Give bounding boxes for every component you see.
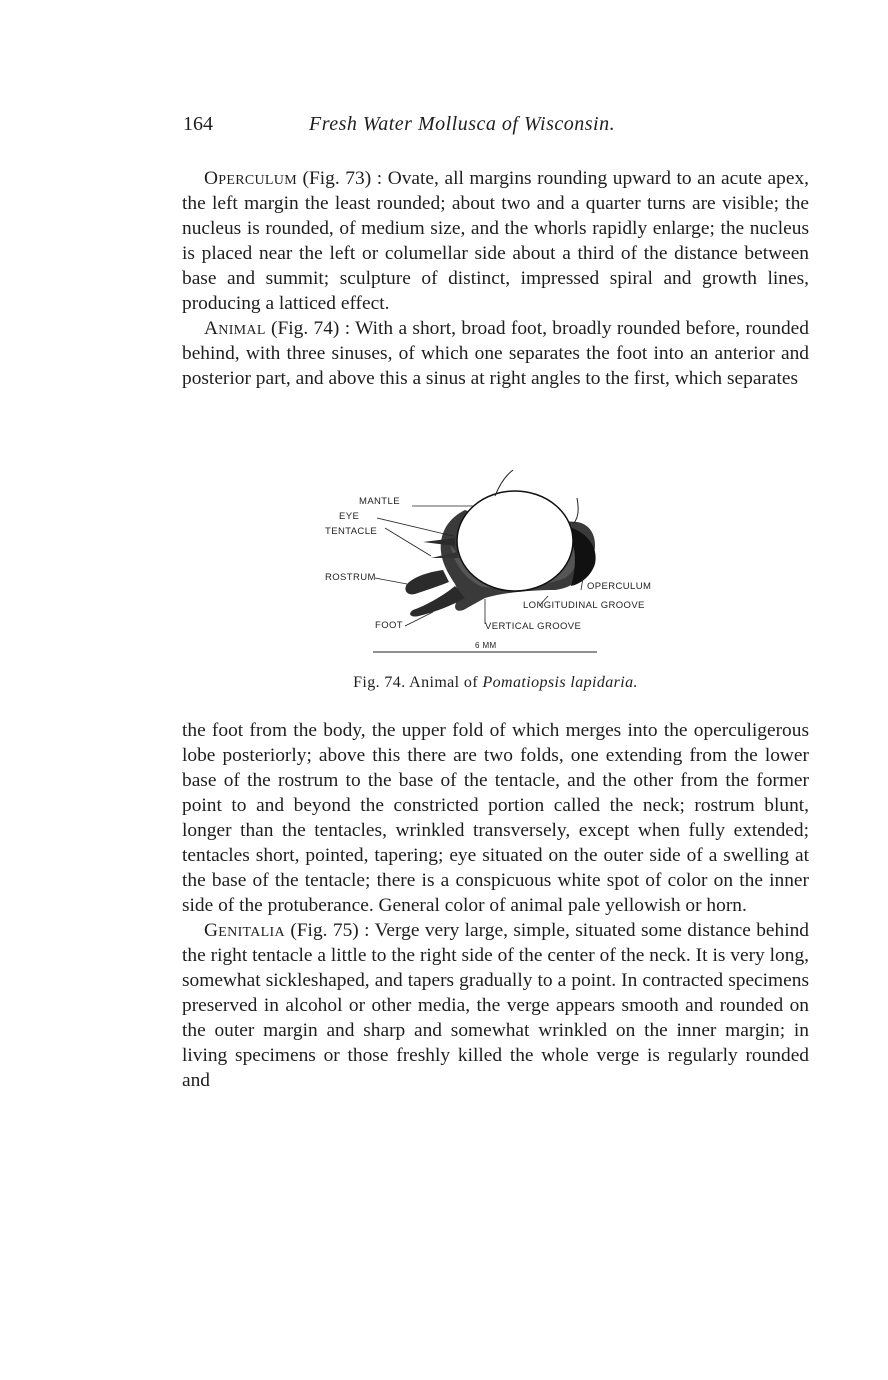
paragraph-animal <box>182 316 809 391</box>
figure-74 <box>315 466 685 666</box>
paragraph-operculum <box>182 166 809 316</box>
ref-genitalia: (Fig. 75) : <box>290 920 370 941</box>
label-mantle: MANTLE <box>359 496 400 507</box>
caption-species: Pomatiopsis lapidaria. <box>482 674 638 691</box>
figure-caption <box>182 674 809 692</box>
label-rostrum: ROSTRUM <box>325 572 376 583</box>
label-scale: 6 MM <box>475 641 497 650</box>
heading-operculum: Operculum <box>204 168 297 189</box>
tentacle-shape <box>423 538 455 546</box>
running-header <box>183 113 808 143</box>
text-block-top <box>182 166 809 391</box>
running-title: Fresh Water Mollusca of Wisconsin. <box>309 113 616 135</box>
label-tentacle: TENTACLE <box>325 526 378 537</box>
heading-genitalia: Genitalia <box>204 920 285 941</box>
ref-animal: (Fig. 74) : <box>271 318 351 339</box>
shell-shape <box>457 491 573 591</box>
text-block-bottom <box>182 718 809 1093</box>
text-operculum: Ovate, all margins rounding upward to an acute apex, the left margin the least rounded; about two and a quarter turns are visible; the nucleus is rounded, of medium size, and the whorls rapidly enlarge; the nucleus is placed near the left or columellar side about a third of the distance between base and summit; sculpture of distinct, impressed spiral and growth lines, producing a latticed effect. <box>182 168 809 314</box>
text-animal: With a short, broad foot, broadly rounded before, rounded behind, with three sinuses, of which one separates the foot into an anterior and posterior part, and above this a sinus at right angles to the first, which separates <box>182 318 809 389</box>
text-animal-continued: the foot from the body, the upper fold of which merges into the operculigerous lobe posteriorly; above this there are two folds, one extending from the lower base of the rostrum to the base of the tentacle, and the other from the former point to and beyond the constricted portion called the neck; rostrum blunt, longer than the tentacles, wrinkled transversely, except when fully extended; tentacles short, pointed, tapering; eye situated on the outer side of a swelling at the base of the tentacle; there is a conspicuous white spot of color on the inner side of the protuberance. General color of animal pale yellowish or horn. <box>182 720 809 916</box>
label-vertical-groove: VERTICAL GROOVE <box>485 621 582 632</box>
paragraph-genitalia <box>182 918 809 1093</box>
ref-operculum: (Fig. 73) : <box>302 168 383 189</box>
label-foot: FOOT <box>375 620 403 631</box>
paragraph-animal-continued <box>182 718 809 918</box>
heading-animal: Animal <box>204 318 266 339</box>
rostrum-shape <box>405 570 449 594</box>
label-operculum: OPERCULUM <box>587 581 652 592</box>
label-longitudinal-groove: LONGITUDINAL GROOVE <box>523 600 645 611</box>
label-eye: EYE <box>339 511 360 522</box>
caption-prefix: Fig. 74. Animal of <box>353 674 479 691</box>
page-number: 164 <box>183 113 213 135</box>
text-genitalia: Verge very large, simple, situated some distance behind the right tentacle a little to the right side of the center of the neck. It is very long, somewhat sickleshaped, and tapers gradually to a point. In contracted specimens preserved in alcohol or other media, the verge appears smooth and rounded on the outer margin and sharp and somewhat wrinkled on the inner margin; in living specimens or those freshly killed the whole verge is regularly rounded and <box>182 920 809 1091</box>
